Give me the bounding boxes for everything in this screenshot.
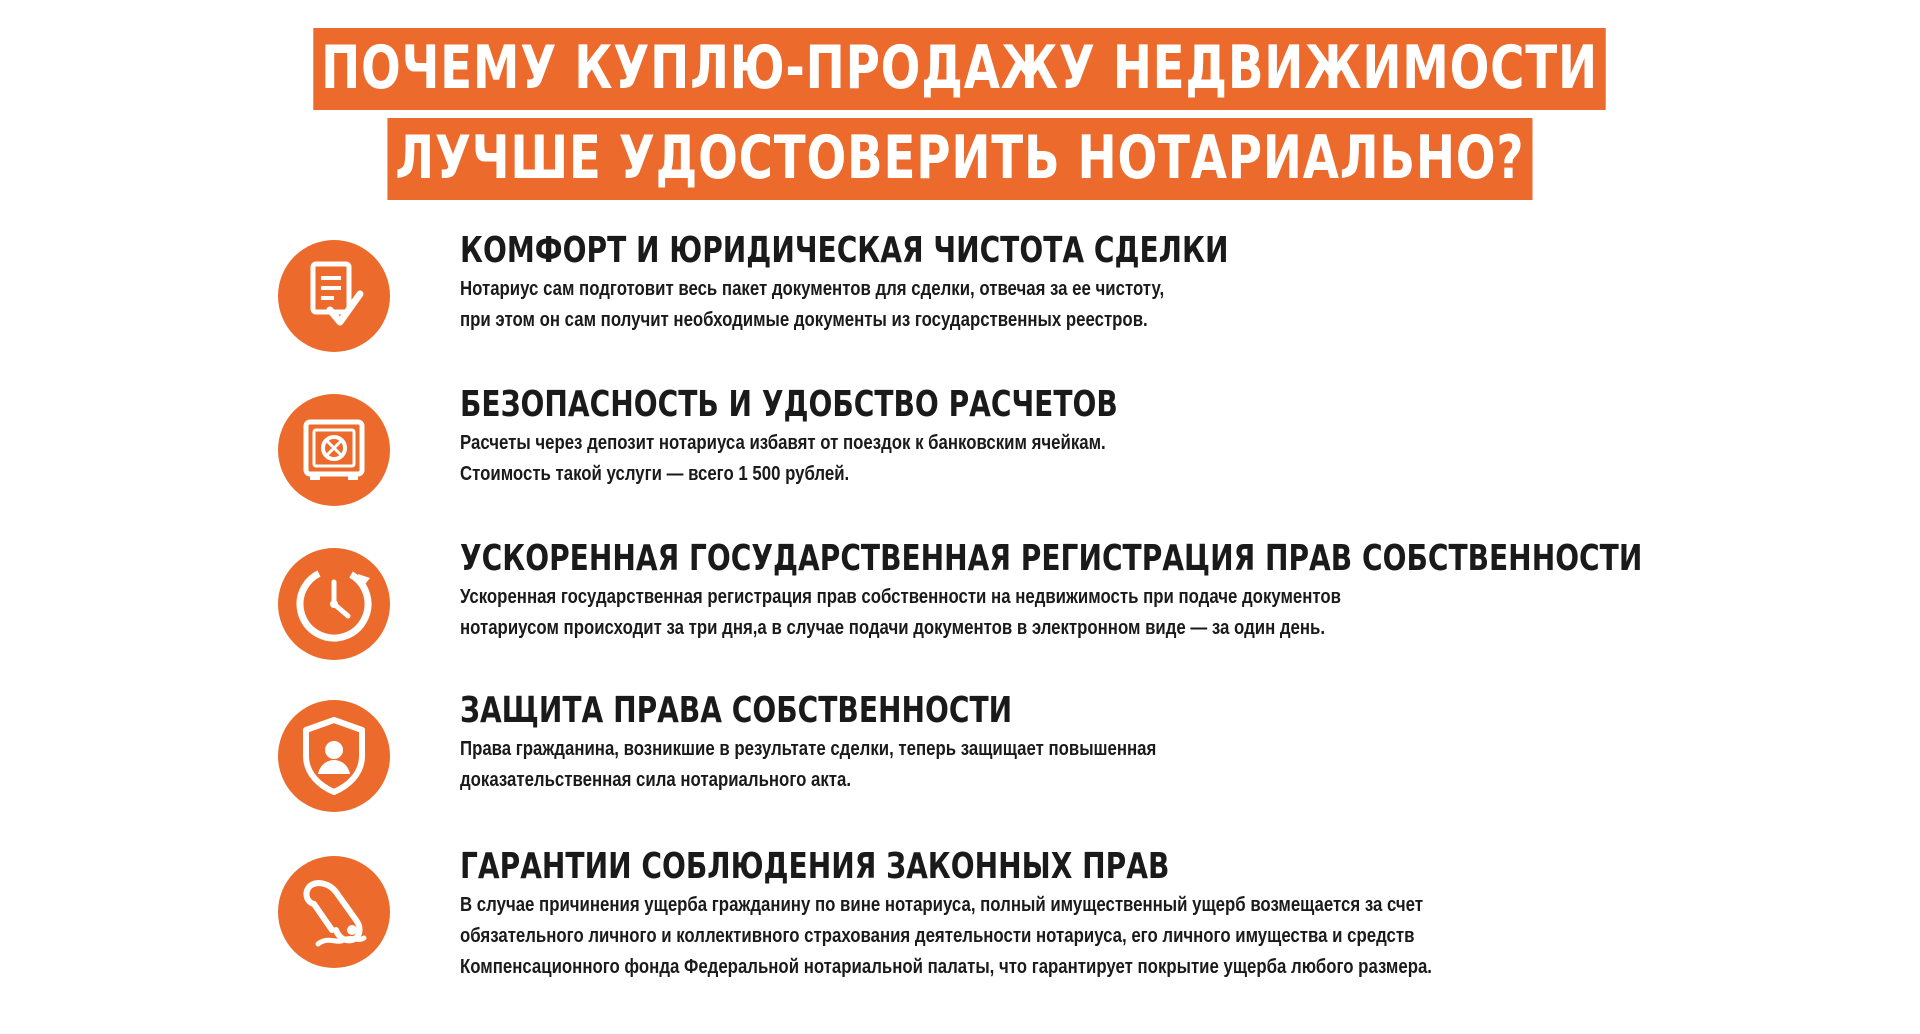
description-line: при этом он сам получит необходимые документы из государственных реестров.	[460, 309, 1148, 331]
scroll-icon	[278, 856, 390, 968]
title-line-1: ПОЧЕМУ КУПЛЮ-ПРОДАЖУ НЕДВИЖИМОСТИ	[314, 28, 1606, 110]
description-line: Компенсационного фонда Федеральной нотариальной палаты, что гарантирует покрытие ущерба любого размера.	[460, 956, 1432, 978]
benefit-item-protection	[278, 690, 1698, 830]
description-line: Нотариус сам подготовит весь пакет документов для сделки, отвечая за ее чистоту,	[460, 278, 1165, 300]
description-line: Расчеты через депозит нотариуса избавят от поездок к банковским ячейкам.	[460, 432, 1106, 454]
benefit-heading: ГАРАНТИИ СОБЛЮДЕНИЯ ЗАКОННЫХ ПРАВ	[460, 846, 1170, 887]
benefit-heading: КОМФОРТ И ЮРИДИЧЕСКАЯ ЧИСТОТА СДЕЛКИ	[460, 230, 1229, 271]
benefit-description	[460, 582, 1502, 644]
page-title	[0, 28, 1920, 200]
description-line: Стоимость такой услуги — всего 1 500 рублей.	[460, 463, 850, 485]
benefit-description	[460, 428, 1502, 490]
description-line: обязательного личного и коллективного страхования деятельности нотариуса, его личного имущества и средств	[460, 925, 1415, 947]
benefit-heading: УСКОРЕННАЯ ГОСУДАРСТВЕННАЯ РЕГИСТРАЦИЯ ПРАВ СОБСТВЕННОСТИ	[460, 538, 1643, 579]
benefit-item-security	[278, 384, 1698, 524]
description-line: В случае причинения ущерба гражданину по вине нотариуса, полный имущественный ущерб возмещается за счет	[460, 894, 1423, 916]
document-check-icon	[278, 240, 390, 352]
benefit-description	[460, 274, 1502, 336]
description-line: Ускоренная государственная регистрация прав собственности на недвижимость при подаче документов	[460, 586, 1341, 608]
benefit-description	[460, 890, 1502, 983]
description-line: Права гражданина, возникшие в результате сделки, теперь защищает повышенная	[460, 738, 1157, 760]
clock-icon	[278, 548, 390, 660]
description-line: доказательственная сила нотариального акта.	[460, 769, 852, 791]
shield-user-icon	[278, 700, 390, 812]
benefit-item-registration	[278, 538, 1698, 678]
benefit-item-comfort	[278, 230, 1698, 370]
benefit-heading: ЗАЩИТА ПРАВА СОБСТВЕННОСТИ	[460, 690, 1013, 731]
benefit-heading: БЕЗОПАСНОСТЬ И УДОБСТВО РАСЧЕТОВ	[460, 384, 1118, 425]
title-line-2: ЛУЧШЕ УДОСТОВЕРИТЬ НОТАРИАЛЬНО?	[388, 118, 1533, 200]
safe-icon	[278, 394, 390, 506]
benefit-item-guarantees	[278, 846, 1698, 986]
description-line: нотариусом происходит за три дня,а в случае подачи документов в электронном виде — за один день.	[460, 617, 1326, 639]
benefit-description	[460, 734, 1502, 796]
